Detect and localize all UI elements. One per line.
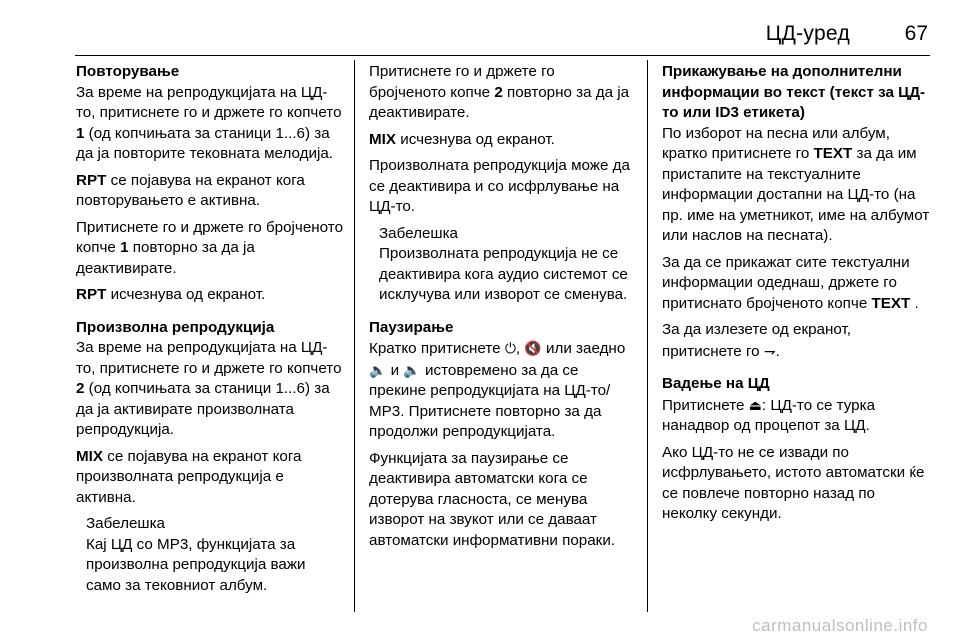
note-text: Кај ЦД со MP3, функцијата за произволна репродукција важи само за тековниот албум.	[86, 535, 306, 594]
heading-text-info: Прикажување на дополнителни информации во текст (текст за ЦД-то или ID3 етикета)	[662, 63, 926, 121]
column-2	[369, 62, 633, 612]
paragraph: Кратко притиснете ⏻, 🔇 или заедно 🔈 и 🔈 истовремено за да се прекине репродукцијата на ЦД-то/ MP3. Притиснете повторно за да продолжи репродукцијата.	[369, 340, 626, 440]
note-box	[379, 224, 633, 306]
paragraph: RPT се појавува на екранот кога повторувањето е активна.	[76, 171, 305, 209]
mute-icon: 🔇	[524, 340, 542, 356]
back-icon: ⇁	[763, 342, 776, 359]
column-1	[76, 62, 344, 612]
page-header	[0, 0, 960, 56]
watermark: carmanualsonline.info	[752, 615, 928, 635]
power-icon: ⏻	[504, 340, 516, 356]
note-title: Забелешка	[379, 224, 459, 242]
volume-up-icon: 🔈	[369, 361, 387, 378]
paragraph: За време на репродукцијата на ЦД-то, притиснете го и држете го копчето 1 (од копчињата за станици 1...6) за да ја повторите тековната мелодија.	[76, 83, 342, 162]
volume-down-icon: 🔈	[403, 361, 421, 378]
paragraph: Притиснете го и држете го бројченото копче 2 повторно за да ја деактивирате.	[369, 63, 630, 121]
paragraph: За да излезете од екранот, притиснете го ⇁.	[662, 321, 851, 360]
paragraph: MIX се појавува на екранот кога произволната репродукција е активна.	[76, 447, 302, 506]
paragraph: Ако ЦД-то не се извади по исфрлувањето, истото автоматски ќе се повлече повторно назад по неколку секунди.	[662, 443, 925, 522]
heading-pause: Паузирање	[369, 318, 454, 336]
page-title: ЦД-уред	[765, 22, 850, 45]
column-divider-2	[647, 60, 648, 612]
heading-repeat: Повторување	[76, 63, 180, 80]
column-divider-1	[354, 60, 355, 612]
paragraph: За да се прикажат сите текстуални информации одеднаш, држете го притиснато бројченото копче TEXT .	[662, 253, 919, 312]
note-text: Произволната репродукција не се деактивира кога аудио системот се исклучува или изворот се сменува.	[379, 245, 628, 303]
paragraph: Произволната репродукција може да се деактивира и со исфрлувањe на ЦД-то.	[369, 157, 630, 215]
note-title: Забелешка	[86, 515, 166, 532]
paragraph: Притиснете го и држете го бројченото копче 1 повторно за да ја деактивирате.	[76, 218, 344, 277]
header-divider	[75, 55, 930, 56]
heading-shuffle: Произволна репродукција	[76, 318, 275, 336]
paragraph: MIX исчезнува од екранот.	[369, 130, 555, 148]
paragraph: За време на репродукцијата на ЦД-то, притиснете го и држете го копчето 2 (од копчињата за станици 1...6) за да ја активирате произволната репродукција.	[76, 339, 342, 438]
heading-eject: Вадење на ЦД	[662, 375, 770, 392]
eject-icon: ⏏	[748, 396, 762, 413]
paragraph: RPT исчезнува од екранот.	[76, 286, 266, 303]
paragraph: Притиснете ⏏: ЦД-то се турка нанадвор од процепот за ЦД.	[662, 396, 876, 434]
paragraph: Функцијата за паузирање се деактивира автоматски кога се дотерува гласноста, се менува изворот на звукот или се даваат автоматски информативни пораки.	[369, 449, 616, 549]
page-number: 67	[904, 22, 928, 45]
note-box	[86, 514, 344, 596]
paragraph: По изборот на песна или албум, кратко притиснете го TEXT за да им пристапите на текстуалните информации достапни на ЦД-то (на пр. име на уметникот, име на албумот или наслов на песната).	[662, 124, 930, 244]
column-3	[662, 62, 930, 612]
